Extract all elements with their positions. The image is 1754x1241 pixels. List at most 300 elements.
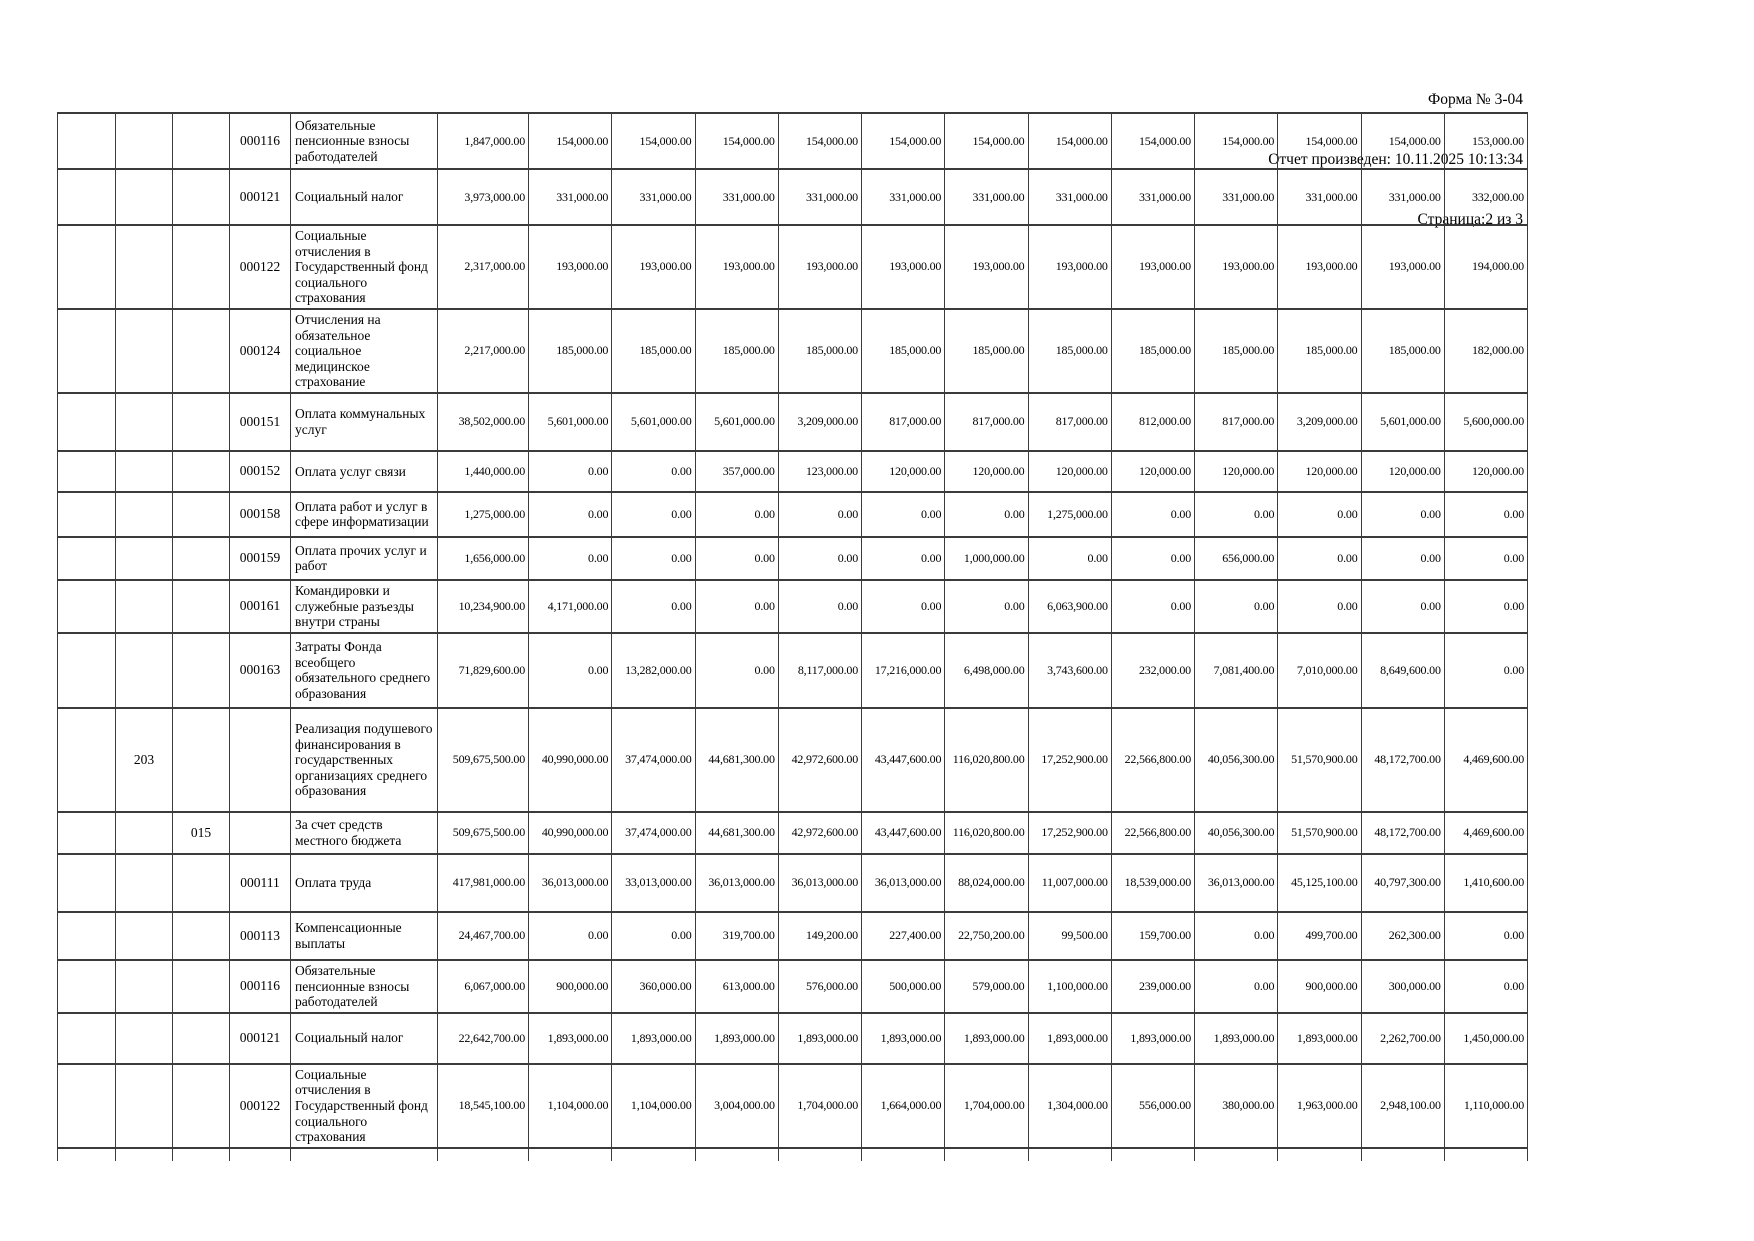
year-total-cell: 2,317,000.00 [438,225,529,309]
month-value-cell: 17,216,000.00 [862,633,945,708]
month-value-cell: 0.00 [1444,537,1527,580]
partial-row-cell [116,1148,173,1161]
month-value-cell: 262,300.00 [1361,912,1444,960]
month-value-cell: 576,000.00 [778,960,861,1013]
month-value-cell: 40,056,300.00 [1195,708,1278,812]
month-value-cell: 36,013,000.00 [778,854,861,912]
month-value-cell: 0.00 [1278,492,1361,537]
month-value-cell: 0.00 [862,580,945,633]
month-value-cell: 3,209,000.00 [778,393,861,451]
hierarchy-level2-cell [116,492,173,537]
month-value-cell: 5,601,000.00 [612,393,695,451]
partial-row-cell [1195,1148,1278,1161]
month-value-cell: 812,000.00 [1111,393,1194,451]
month-value-cell: 123,000.00 [778,451,861,492]
table-row [58,1064,1528,1148]
hierarchy-level3-cell [173,1064,230,1148]
month-value-cell: 120,000.00 [1361,451,1444,492]
month-value-cell: 900,000.00 [1278,960,1361,1013]
month-value-cell: 13,282,000.00 [612,633,695,708]
month-value-cell: 0.00 [778,537,861,580]
year-total-cell: 417,981,000.00 [438,854,529,912]
partial-row-cell [291,1148,438,1161]
month-value-cell: 8,649,600.00 [1361,633,1444,708]
hierarchy-level3-cell [173,309,230,393]
table-row [58,633,1528,708]
month-value-cell: 0.00 [1195,912,1278,960]
month-value-cell: 0.00 [695,580,778,633]
month-value-cell: 817,000.00 [1028,393,1111,451]
month-value-cell: 193,000.00 [1028,225,1111,309]
hierarchy-level3-cell [173,169,230,225]
month-value-cell: 239,000.00 [1111,960,1194,1013]
month-value-cell: 36,013,000.00 [862,854,945,912]
month-value-cell: 1,893,000.00 [612,1013,695,1064]
month-value-cell: 1,704,000.00 [945,1064,1028,1148]
month-value-cell: 0.00 [1444,960,1527,1013]
year-total-cell: 22,642,700.00 [438,1013,529,1064]
line-name-cell: Оплата труда [291,854,438,912]
month-value-cell: 45,125,100.00 [1278,854,1361,912]
year-total-cell: 38,502,000.00 [438,393,529,451]
month-value-cell: 817,000.00 [1195,393,1278,451]
month-value-cell: 0.00 [1361,492,1444,537]
month-value-cell: 1,893,000.00 [1195,1013,1278,1064]
month-value-cell: 331,000.00 [1111,169,1194,225]
month-value-cell: 1,893,000.00 [1028,1013,1111,1064]
month-value-cell: 1,893,000.00 [778,1013,861,1064]
table-row [58,960,1528,1013]
partial-row-cell [1111,1148,1194,1161]
month-value-cell: 0.00 [695,492,778,537]
hierarchy-level1-cell [58,113,116,169]
year-total-cell: 24,467,700.00 [438,912,529,960]
month-value-cell: 154,000.00 [612,113,695,169]
table-row [58,225,1528,309]
table-row [58,492,1528,537]
month-value-cell: 42,972,600.00 [778,812,861,854]
month-value-cell: 42,972,600.00 [778,708,861,812]
month-value-cell: 0.00 [1361,537,1444,580]
month-value-cell: 51,570,900.00 [1278,812,1361,854]
year-total-cell: 71,829,600.00 [438,633,529,708]
hierarchy-level1-cell [58,309,116,393]
month-value-cell: 227,400.00 [862,912,945,960]
month-value-cell: 193,000.00 [612,225,695,309]
month-value-cell: 817,000.00 [945,393,1028,451]
partial-clipped-row [58,1148,1528,1161]
month-value-cell: 154,000.00 [695,113,778,169]
month-value-cell: 154,000.00 [529,113,612,169]
hierarchy-level1-cell [58,708,116,812]
hierarchy-level2-cell [116,113,173,169]
specific-code-cell [230,708,291,812]
year-total-cell: 2,217,000.00 [438,309,529,393]
month-value-cell: 44,681,300.00 [695,812,778,854]
month-value-cell: 0.00 [862,492,945,537]
month-value-cell: 0.00 [1195,492,1278,537]
month-value-cell: 11,007,000.00 [1028,854,1111,912]
hierarchy-level2-cell [116,393,173,451]
month-value-cell: 0.00 [612,580,695,633]
year-total-cell: 509,675,500.00 [438,708,529,812]
month-value-cell: 48,172,700.00 [1361,812,1444,854]
month-value-cell: 40,056,300.00 [1195,812,1278,854]
month-value-cell: 154,000.00 [945,113,1028,169]
month-value-cell: 0.00 [695,537,778,580]
specific-code-cell: 000158 [230,492,291,537]
month-value-cell: 0.00 [1111,492,1194,537]
hierarchy-level1-cell [58,537,116,580]
specific-code-cell: 000116 [230,113,291,169]
month-value-cell: 5,601,000.00 [695,393,778,451]
month-value-cell: 1,100,000.00 [1028,960,1111,1013]
month-value-cell: 17,252,900.00 [1028,708,1111,812]
hierarchy-level2-cell [116,633,173,708]
month-value-cell: 331,000.00 [695,169,778,225]
month-value-cell: 193,000.00 [1195,225,1278,309]
month-value-cell: 194,000.00 [1444,225,1527,309]
month-value-cell: 0.00 [1444,912,1527,960]
year-total-cell: 10,234,900.00 [438,580,529,633]
line-name-cell: Обязательные пенсионные взносы работодателей [291,113,438,169]
month-value-cell: 149,200.00 [778,912,861,960]
month-value-cell: 22,566,800.00 [1111,708,1194,812]
month-value-cell: 1,893,000.00 [862,1013,945,1064]
month-value-cell: 2,948,100.00 [1361,1064,1444,1148]
line-name-cell: Реализация подушевого финансирования в государственных организациях среднего образования [291,708,438,812]
year-total-cell: 1,275,000.00 [438,492,529,537]
month-value-cell: 36,013,000.00 [529,854,612,912]
month-value-cell: 331,000.00 [778,169,861,225]
specific-code-cell [230,812,291,854]
table-row [58,309,1528,393]
month-value-cell: 40,797,300.00 [1361,854,1444,912]
hierarchy-level1-cell [58,169,116,225]
line-name-cell: Оплата работ и услуг в сфере информатизации [291,492,438,537]
month-value-cell: 331,000.00 [529,169,612,225]
hierarchy-level2-cell [116,309,173,393]
month-value-cell: 5,601,000.00 [529,393,612,451]
year-total-cell: 1,847,000.00 [438,113,529,169]
month-value-cell: 3,004,000.00 [695,1064,778,1148]
partial-row-cell [173,1148,230,1161]
table-row [58,113,1528,169]
hierarchy-level3-cell [173,113,230,169]
month-value-cell: 5,601,000.00 [1361,393,1444,451]
line-name-cell: Социальный налог [291,169,438,225]
month-value-cell: 319,700.00 [695,912,778,960]
month-value-cell: 36,013,000.00 [695,854,778,912]
month-value-cell: 0.00 [1111,537,1194,580]
partial-row-cell [529,1148,612,1161]
month-value-cell: 1,450,000.00 [1444,1013,1527,1064]
month-value-cell: 33,013,000.00 [612,854,695,912]
line-name-cell: Затраты Фонда всеобщего обязательного среднего образования [291,633,438,708]
table-row [58,537,1528,580]
month-value-cell: 193,000.00 [1361,225,1444,309]
month-value-cell: 817,000.00 [862,393,945,451]
month-value-cell: 22,750,200.00 [945,912,1028,960]
month-value-cell: 331,000.00 [612,169,695,225]
month-value-cell: 185,000.00 [778,309,861,393]
month-value-cell: 99,500.00 [1028,912,1111,960]
month-value-cell: 48,172,700.00 [1361,708,1444,812]
month-value-cell: 0.00 [529,633,612,708]
month-value-cell: 556,000.00 [1111,1064,1194,1148]
table-row [58,854,1528,912]
line-name-cell: Оплата услуг связи [291,451,438,492]
hierarchy-level3-cell [173,1013,230,1064]
line-name-cell: Социальные отчисления в Государственный фонд социального страхования [291,1064,438,1148]
month-value-cell: 88,024,000.00 [945,854,1028,912]
month-value-cell: 185,000.00 [1195,309,1278,393]
month-value-cell: 5,600,000.00 [1444,393,1527,451]
month-value-cell: 1,893,000.00 [1278,1013,1361,1064]
hierarchy-level3-cell [173,960,230,1013]
month-value-cell: 153,000.00 [1444,113,1527,169]
month-value-cell: 0.00 [1444,580,1527,633]
month-value-cell: 331,000.00 [945,169,1028,225]
month-value-cell: 154,000.00 [862,113,945,169]
month-value-cell: 0.00 [612,492,695,537]
month-value-cell: 3,209,000.00 [1278,393,1361,451]
month-value-cell: 185,000.00 [529,309,612,393]
report-table-body [58,113,1528,1161]
month-value-cell: 185,000.00 [695,309,778,393]
hierarchy-level1-cell [58,1013,116,1064]
month-value-cell: 17,252,900.00 [1028,812,1111,854]
month-value-cell: 193,000.00 [529,225,612,309]
specific-code-cell: 000111 [230,854,291,912]
month-value-cell: 154,000.00 [1361,113,1444,169]
month-value-cell: 43,447,600.00 [862,708,945,812]
hierarchy-level1-cell [58,225,116,309]
month-value-cell: 0.00 [1278,580,1361,633]
month-value-cell: 120,000.00 [1111,451,1194,492]
month-value-cell: 1,000,000.00 [945,537,1028,580]
hierarchy-level1-cell [58,854,116,912]
month-value-cell: 120,000.00 [1278,451,1361,492]
line-name-cell: Командировки и служебные разъезды внутри страны [291,580,438,633]
table-row [58,912,1528,960]
month-value-cell: 0.00 [612,912,695,960]
hierarchy-level2-cell [116,960,173,1013]
month-value-cell: 300,000.00 [1361,960,1444,1013]
month-value-cell: 2,262,700.00 [1361,1013,1444,1064]
month-value-cell: 185,000.00 [1361,309,1444,393]
month-value-cell: 185,000.00 [945,309,1028,393]
year-total-cell: 1,440,000.00 [438,451,529,492]
month-value-cell: 0.00 [1028,537,1111,580]
year-total-cell: 3,973,000.00 [438,169,529,225]
month-value-cell: 159,700.00 [1111,912,1194,960]
month-value-cell: 1,704,000.00 [778,1064,861,1148]
hierarchy-level2-cell [116,580,173,633]
month-value-cell: 1,104,000.00 [612,1064,695,1148]
month-value-cell: 331,000.00 [1361,169,1444,225]
specific-code-cell: 000113 [230,912,291,960]
partial-row-cell [1444,1148,1527,1161]
hierarchy-level3-cell [173,580,230,633]
hierarchy-level1-cell [58,492,116,537]
hierarchy-level1-cell [58,580,116,633]
hierarchy-level1-cell [58,912,116,960]
month-value-cell: 154,000.00 [1195,113,1278,169]
month-value-cell: 0.00 [1444,492,1527,537]
hierarchy-level1-cell [58,451,116,492]
month-value-cell: 193,000.00 [945,225,1028,309]
month-value-cell: 0.00 [945,492,1028,537]
month-value-cell: 37,474,000.00 [612,708,695,812]
table-row [58,812,1528,854]
hierarchy-level2-cell [116,812,173,854]
line-name-cell: Оплата прочих услуг и работ [291,537,438,580]
hierarchy-level2-cell [116,451,173,492]
partial-row-cell [230,1148,291,1161]
hierarchy-level2-cell [116,169,173,225]
hierarchy-level3-cell: 015 [173,812,230,854]
table-row [58,451,1528,492]
report-generated-timestamp: Отчет произведен: 10.11.2025 10:13:34 [1268,151,1523,168]
month-value-cell: 1,893,000.00 [945,1013,1028,1064]
hierarchy-level1-cell [58,393,116,451]
specific-code-cell: 000152 [230,451,291,492]
month-value-cell: 0.00 [529,492,612,537]
month-value-cell: 193,000.00 [1278,225,1361,309]
month-value-cell: 0.00 [529,451,612,492]
month-value-cell: 0.00 [1278,537,1361,580]
month-value-cell: 4,171,000.00 [529,580,612,633]
month-value-cell: 185,000.00 [1278,309,1361,393]
month-value-cell: 0.00 [1195,580,1278,633]
month-value-cell: 37,474,000.00 [612,812,695,854]
month-value-cell: 0.00 [778,580,861,633]
month-value-cell: 0.00 [612,537,695,580]
hierarchy-level3-cell [173,708,230,812]
hierarchy-level1-cell [58,1064,116,1148]
month-value-cell: 193,000.00 [695,225,778,309]
month-value-cell: 0.00 [529,912,612,960]
month-value-cell: 3,743,600.00 [1028,633,1111,708]
month-value-cell: 1,275,000.00 [1028,492,1111,537]
month-value-cell: 1,110,000.00 [1444,1064,1527,1148]
month-value-cell: 193,000.00 [778,225,861,309]
hierarchy-level2-cell: 203 [116,708,173,812]
hierarchy-level3-cell [173,912,230,960]
month-value-cell: 0.00 [529,537,612,580]
hierarchy-level2-cell [116,854,173,912]
specific-code-cell: 000159 [230,537,291,580]
year-total-cell: 1,656,000.00 [438,537,529,580]
partial-row-cell [58,1148,116,1161]
line-name-cell: Отчисления на обязательное социальное медицинское страхование [291,309,438,393]
month-value-cell: 43,447,600.00 [862,812,945,854]
month-value-cell: 154,000.00 [778,113,861,169]
month-value-cell: 22,566,800.00 [1111,812,1194,854]
month-value-cell: 500,000.00 [862,960,945,1013]
specific-code-cell: 000121 [230,1013,291,1064]
specific-code-cell: 000116 [230,960,291,1013]
month-value-cell: 120,000.00 [862,451,945,492]
month-value-cell: 44,681,300.00 [695,708,778,812]
specific-code-cell: 000151 [230,393,291,451]
hierarchy-level2-cell [116,225,173,309]
specific-code-cell: 000163 [230,633,291,708]
month-value-cell: 331,000.00 [1195,169,1278,225]
month-value-cell: 193,000.00 [862,225,945,309]
hierarchy-level3-cell [173,492,230,537]
partial-row-cell [778,1148,861,1161]
month-value-cell: 1,304,000.00 [1028,1064,1111,1148]
hierarchy-level1-cell [58,960,116,1013]
month-value-cell: 116,020,800.00 [945,708,1028,812]
month-value-cell: 0.00 [1111,580,1194,633]
month-value-cell: 0.00 [612,451,695,492]
hierarchy-level2-cell [116,912,173,960]
hierarchy-level2-cell [116,1064,173,1148]
partial-row-cell [612,1148,695,1161]
month-value-cell: 331,000.00 [862,169,945,225]
month-value-cell: 185,000.00 [1028,309,1111,393]
month-value-cell: 6,498,000.00 [945,633,1028,708]
month-value-cell: 613,000.00 [695,960,778,1013]
month-value-cell: 579,000.00 [945,960,1028,1013]
month-value-cell: 51,570,900.00 [1278,708,1361,812]
specific-code-cell: 000122 [230,1064,291,1148]
month-value-cell: 0.00 [945,580,1028,633]
partial-row-cell [862,1148,945,1161]
page-number: Страница:2 из 3 [1417,211,1523,228]
year-total-cell: 6,067,000.00 [438,960,529,1013]
month-value-cell: 656,000.00 [1195,537,1278,580]
table-row [58,169,1528,225]
partial-row-cell [1361,1148,1444,1161]
year-total-cell: 18,545,100.00 [438,1064,529,1148]
partial-row-cell [1028,1148,1111,1161]
month-value-cell: 900,000.00 [529,960,612,1013]
partial-row-cell [438,1148,529,1161]
month-value-cell: 0.00 [695,633,778,708]
month-value-cell: 120,000.00 [1195,451,1278,492]
month-value-cell: 7,010,000.00 [1278,633,1361,708]
month-value-cell: 185,000.00 [612,309,695,393]
line-name-cell: За счет средств местного бюджета [291,812,438,854]
specific-code-cell: 000121 [230,169,291,225]
hierarchy-level3-cell [173,225,230,309]
hierarchy-level1-cell [58,633,116,708]
hierarchy-level1-cell [58,812,116,854]
month-value-cell: 154,000.00 [1111,113,1194,169]
month-value-cell: 499,700.00 [1278,912,1361,960]
line-name-cell: Оплата коммунальных услуг [291,393,438,451]
month-value-cell: 1,893,000.00 [1111,1013,1194,1064]
line-name-cell: Компенсационные выплаты [291,912,438,960]
line-name-cell: Социальные отчисления в Государственный фонд социального страхования [291,225,438,309]
hierarchy-level2-cell [116,1013,173,1064]
month-value-cell: 1,963,000.00 [1278,1064,1361,1148]
month-value-cell: 4,469,600.00 [1444,812,1527,854]
form-number: Форма № 3-04 [1427,91,1523,108]
month-value-cell: 331,000.00 [1278,169,1361,225]
line-name-cell: Социальный налог [291,1013,438,1064]
partial-row-cell [695,1148,778,1161]
month-value-cell: 1,893,000.00 [529,1013,612,1064]
hierarchy-level3-cell [173,393,230,451]
month-value-cell: 6,063,900.00 [1028,580,1111,633]
month-value-cell: 154,000.00 [1028,113,1111,169]
month-value-cell: 1,104,000.00 [529,1064,612,1148]
